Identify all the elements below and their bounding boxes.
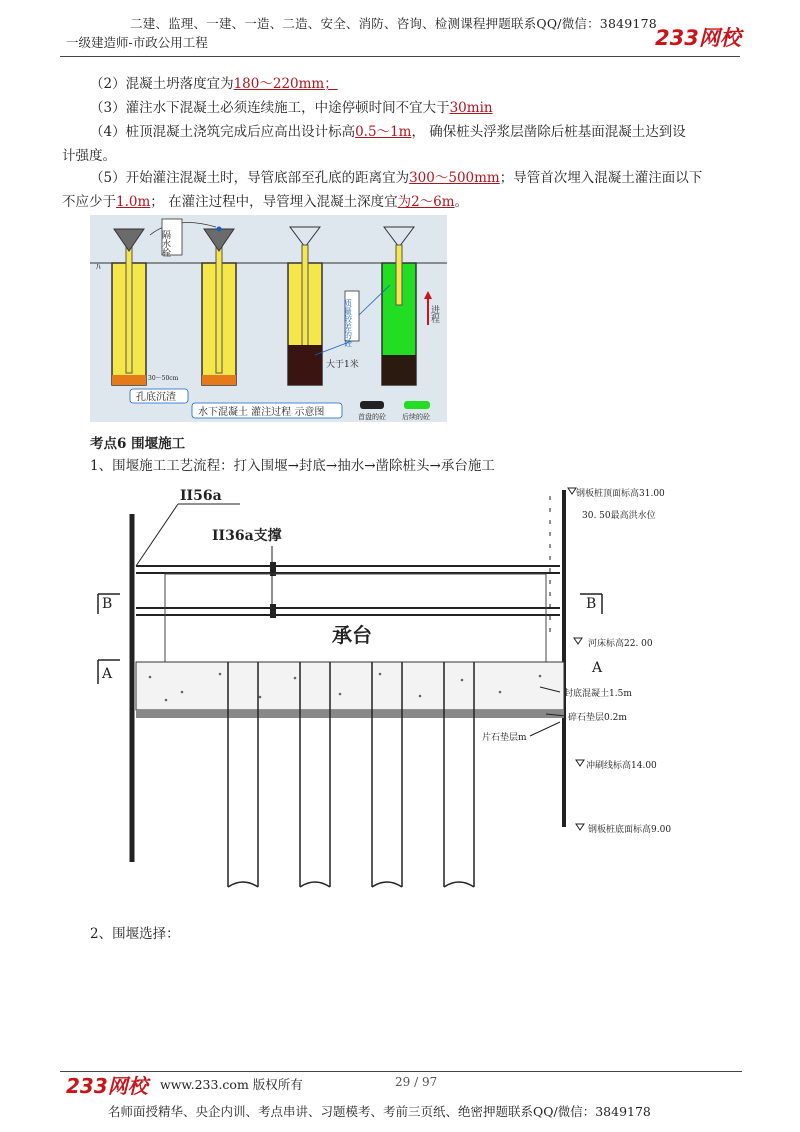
cofferdam-selection-text: 2、围堰选择：	[90, 926, 180, 942]
cofferdam-process-text: 1、围堰施工工艺流程：打入围堰→封底→抽水→凿除桩头→承台施工	[90, 458, 495, 474]
footer-promo-text: 名师面授精华、央企内训、考点串讲、习题模考、考前三页纸、绝密押题联系QQ/微信：3849178	[108, 1104, 651, 1119]
label-diagram-title: 水下混凝土 灌注过程 示意图	[198, 407, 325, 418]
label-poor-concrete: 质量较差的砼	[343, 299, 353, 347]
label-i36a: II36a支撑	[212, 528, 282, 544]
header-courses-text: 二建、监理、一建、一造、二造、安全、消防、咨询、检测课程押题联系QQ/微信：3849178	[130, 16, 657, 31]
marker-B-left: B	[102, 596, 113, 612]
paragraph-slump: （2）混凝土坍落度宜为180～220mm；	[90, 76, 338, 92]
footer-logo: 233网校	[66, 1074, 148, 1098]
label-gt-1m: 大于1米	[326, 360, 359, 370]
legend-first: 首盘的砼	[358, 413, 386, 421]
level-flood: 30. 50最高洪水位	[582, 511, 656, 521]
header-logo: 233网校	[655, 26, 741, 50]
level-gravel: 碎石垫层0.2m	[568, 713, 627, 723]
page-number: 29 / 97	[395, 1075, 438, 1089]
footer-divider	[60, 1071, 742, 1072]
section-heading: 考点6 围堰施工	[90, 436, 186, 452]
footer-copyright-link[interactable]: www.233.com 版权所有	[160, 1077, 303, 1092]
label-i56a: II56a	[180, 488, 222, 504]
paragraph-pile-top-cont: 计强度。	[62, 148, 116, 164]
paragraph-continuous: （3）灌注水下混凝土必须连续施工，中途停顿时间不宜大于30min	[90, 100, 493, 116]
underwater-concrete-diagram	[90, 215, 447, 422]
header-divider	[60, 56, 740, 57]
svg-text:ﾊ: ﾊ	[96, 263, 101, 273]
label-distance: 30～50cm	[148, 375, 179, 382]
label-plug: 隔水栓	[160, 230, 170, 257]
level-scour: 冲刷线标高14.00	[586, 761, 657, 771]
level-sheet-top: 钢板桩顶面标高31.00	[576, 489, 665, 499]
marker-B-right: B	[586, 596, 597, 612]
label-cap: 承台	[332, 623, 372, 647]
header-subject-text: 一级建造师-市政公用工程	[66, 35, 208, 50]
cofferdam-section-diagram	[90, 482, 704, 908]
level-stone: 片石垫层m	[482, 733, 527, 743]
label-sediment: 孔底沉渣	[136, 392, 176, 403]
level-seal-concrete: 封底混凝土1.5m	[564, 689, 632, 699]
level-riverbed: 河床标高22. 00	[588, 639, 653, 649]
legend-later: 后续的砼	[402, 413, 430, 421]
level-sheet-bottom: 钢板桩底面标高9.00	[588, 825, 672, 835]
label-advance: 进程	[429, 305, 439, 323]
marker-A-right: A	[592, 660, 603, 676]
paragraph-pouring-cont: 不应少于1.0m； 在灌注过程中，导管埋入混凝土深度宜为2～6m。	[62, 194, 469, 210]
paragraph-pile-top: （4）桩顶混凝土浇筑完成后应高出设计标高0.5～1m， 确保桩头浮浆层凿除后桩基面混凝土达到设	[90, 124, 686, 140]
marker-A-left: A	[102, 666, 113, 682]
paragraph-pouring: （5）开始灌注混凝土时，导管底部至孔底的距离宜为300～500mm；导管首次埋入混凝土灌注面以下	[90, 170, 703, 186]
